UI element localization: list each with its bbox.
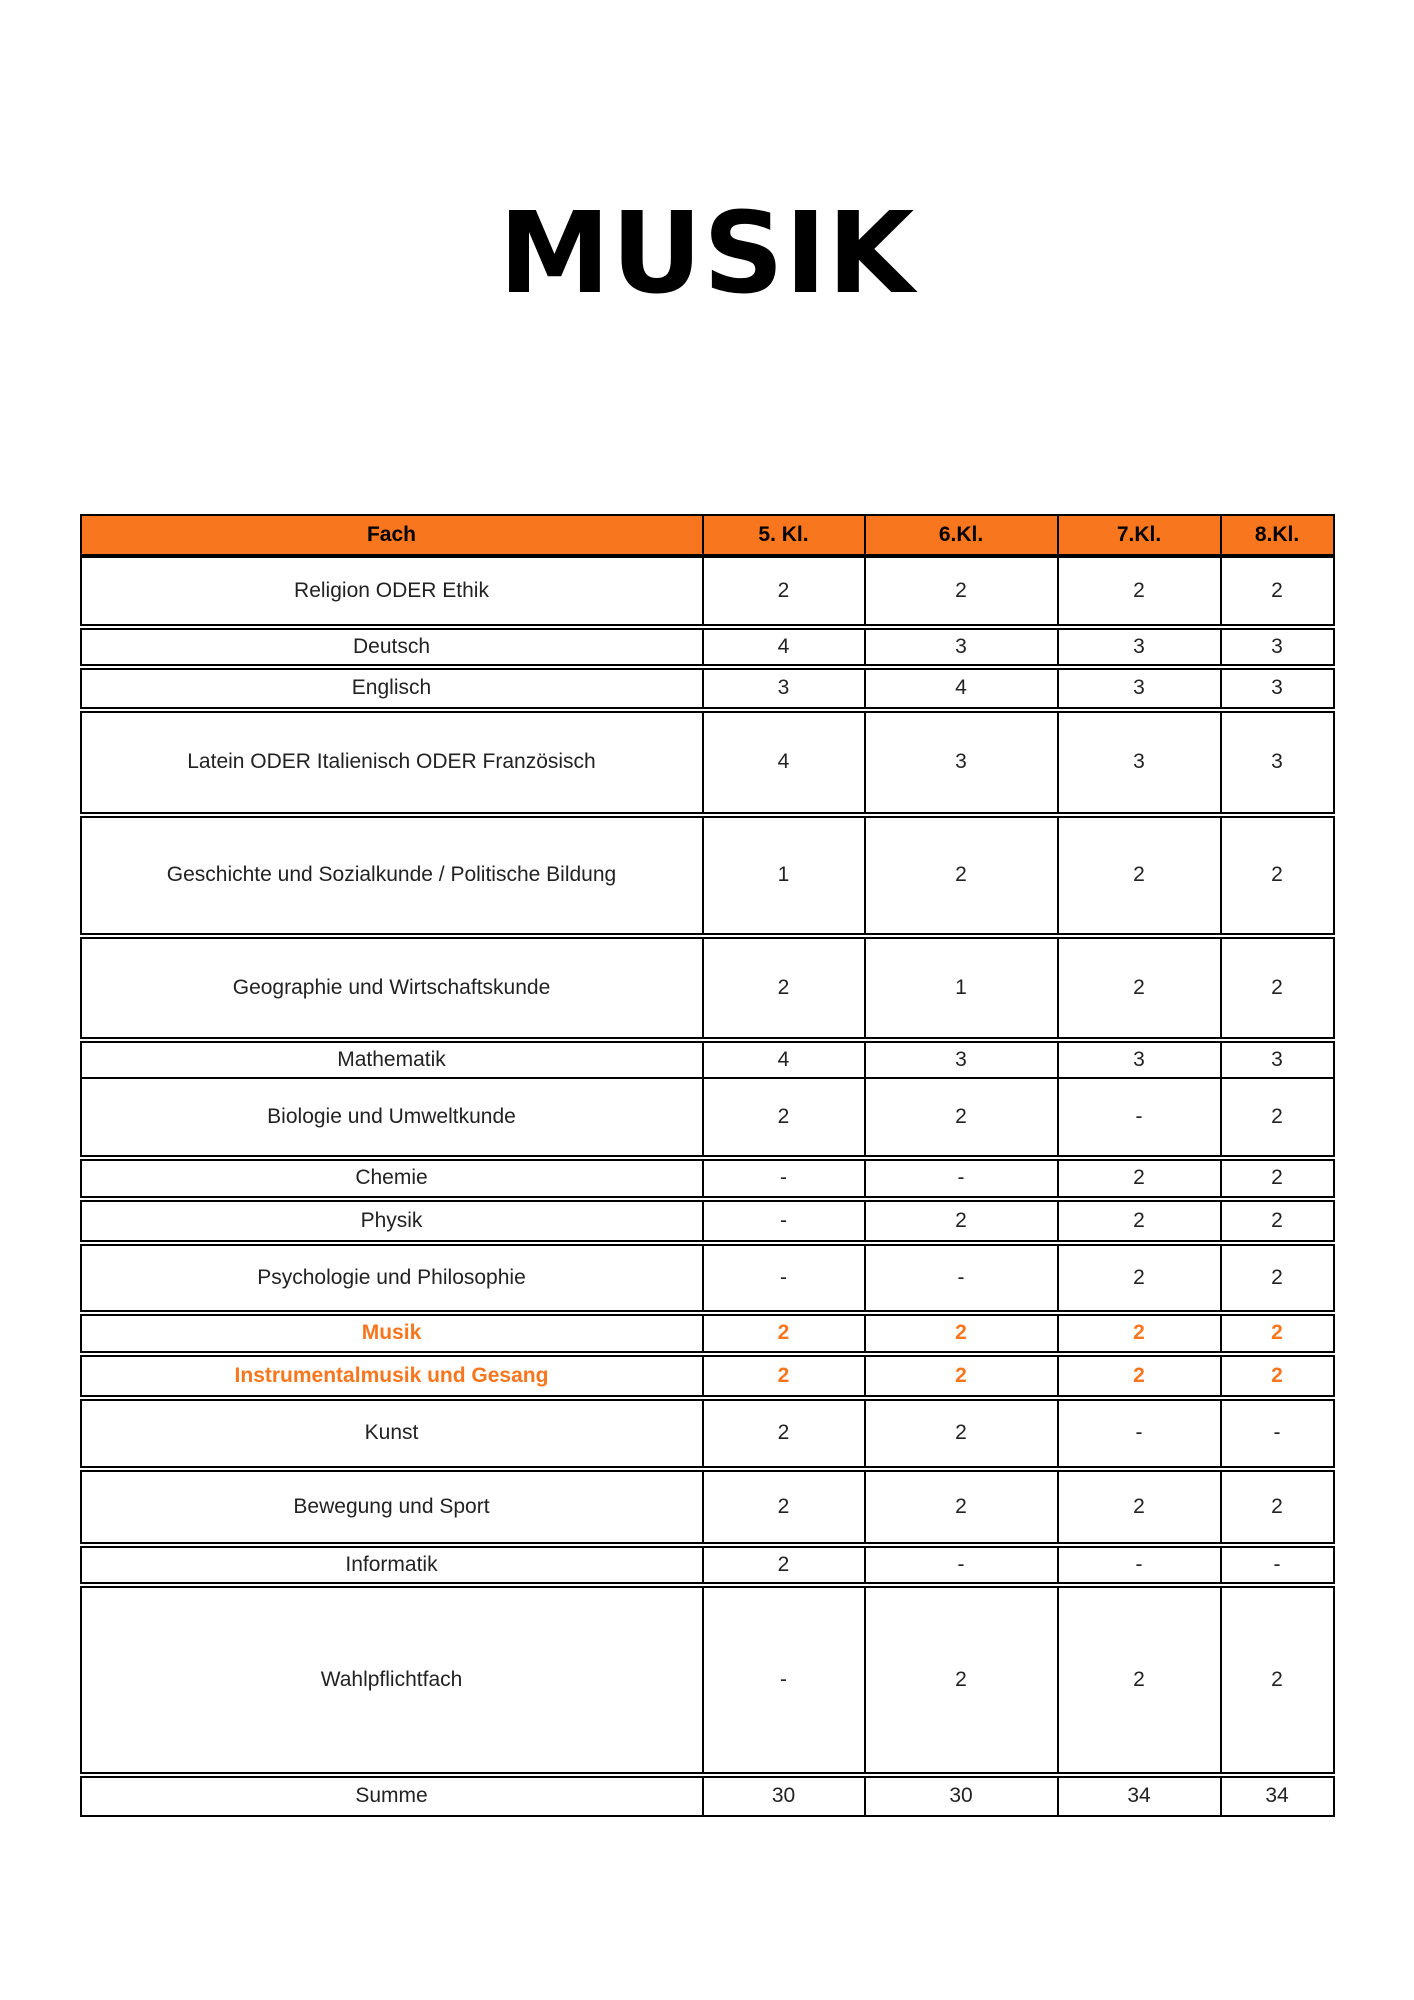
- value-cell-kl5: 4: [704, 1041, 866, 1079]
- subject-cell: Geographie und Wirtschaftskunde: [80, 937, 704, 1039]
- value-cell-kl5: 4: [704, 711, 866, 814]
- table-row: [80, 1470, 1335, 1544]
- value-cell-kl7: -: [1059, 1546, 1222, 1584]
- column-header-kl7: 7.Kl.: [1059, 514, 1222, 556]
- table-row: [80, 1355, 1335, 1397]
- table-row: [80, 1041, 1335, 1075]
- value-cell-kl5: 3: [704, 668, 866, 709]
- subject-cell: Geschichte und Sozialkunde / Politische Bildung: [80, 816, 704, 935]
- table-row: [80, 1776, 1335, 1817]
- value-cell-kl8: 2: [1222, 1314, 1335, 1353]
- subject-cell: Physik: [80, 1200, 704, 1242]
- subject-cell: Summe: [80, 1776, 704, 1817]
- value-cell-kl6: 2: [866, 1314, 1059, 1353]
- table-row: [80, 1077, 1335, 1157]
- value-cell-kl6: 1: [866, 937, 1059, 1039]
- value-cell-kl6: 2: [866, 1355, 1059, 1397]
- subject-cell: Mathematik: [80, 1041, 704, 1079]
- table-row: [80, 668, 1335, 709]
- curriculum-table: [80, 514, 1335, 1817]
- table-row: [80, 1314, 1335, 1353]
- value-cell-kl6: -: [866, 1546, 1059, 1584]
- table-row: [80, 1586, 1335, 1774]
- subject-cell: Religion ODER Ethik: [80, 556, 704, 626]
- value-cell-kl8: -: [1222, 1399, 1335, 1468]
- value-cell-kl5: 2: [704, 937, 866, 1039]
- table-row: [80, 937, 1335, 1039]
- value-cell-kl7: 2: [1059, 1200, 1222, 1242]
- table-row: [80, 816, 1335, 935]
- value-cell-kl8: 3: [1222, 628, 1335, 666]
- value-cell-kl7: -: [1059, 1077, 1222, 1157]
- value-cell-kl7: 2: [1059, 937, 1222, 1039]
- value-cell-kl8: 34: [1222, 1776, 1335, 1817]
- value-cell-kl8: 2: [1222, 1244, 1335, 1312]
- table-header-row: [80, 514, 1335, 556]
- value-cell-kl8: 2: [1222, 816, 1335, 935]
- page-title: MUSIK: [498, 189, 916, 319]
- value-cell-kl7: 2: [1059, 1244, 1222, 1312]
- column-header-kl6: 6.Kl.: [866, 514, 1059, 556]
- subject-cell: Kunst: [80, 1399, 704, 1468]
- value-cell-kl7: 2: [1059, 1470, 1222, 1544]
- value-cell-kl5: 2: [704, 556, 866, 626]
- subject-cell: Latein ODER Italienisch ODER Französisch: [80, 711, 704, 814]
- column-header-kl8: 8.Kl.: [1222, 514, 1335, 556]
- value-cell-kl7: 2: [1059, 1159, 1222, 1198]
- value-cell-kl7: 3: [1059, 668, 1222, 709]
- value-cell-kl8: 2: [1222, 1200, 1335, 1242]
- value-cell-kl7: 2: [1059, 1314, 1222, 1353]
- value-cell-kl5: 2: [704, 1399, 866, 1468]
- value-cell-kl7: 2: [1059, 556, 1222, 626]
- value-cell-kl8: 2: [1222, 937, 1335, 1039]
- value-cell-kl6: 2: [866, 1200, 1059, 1242]
- table-row: [80, 1399, 1335, 1468]
- subject-cell: Deutsch: [80, 628, 704, 666]
- value-cell-kl8: 3: [1222, 668, 1335, 709]
- value-cell-kl7: 34: [1059, 1776, 1222, 1817]
- value-cell-kl6: -: [866, 1244, 1059, 1312]
- value-cell-kl5: 2: [704, 1546, 866, 1584]
- value-cell-kl6: 2: [866, 556, 1059, 626]
- value-cell-kl5: 30: [704, 1776, 866, 1817]
- value-cell-kl6: 2: [866, 1470, 1059, 1544]
- value-cell-kl8: 2: [1222, 1470, 1335, 1544]
- value-cell-kl8: 2: [1222, 1355, 1335, 1397]
- column-header-kl5: 5. Kl.: [704, 514, 866, 556]
- value-cell-kl8: 2: [1222, 1077, 1335, 1157]
- subject-cell: Englisch: [80, 668, 704, 709]
- value-cell-kl6: 3: [866, 1041, 1059, 1079]
- value-cell-kl5: 1: [704, 816, 866, 935]
- value-cell-kl7: -: [1059, 1399, 1222, 1468]
- value-cell-kl5: -: [704, 1586, 866, 1774]
- value-cell-kl6: 30: [866, 1776, 1059, 1817]
- value-cell-kl7: 3: [1059, 1041, 1222, 1079]
- value-cell-kl8: 2: [1222, 1159, 1335, 1198]
- value-cell-kl8: 3: [1222, 1041, 1335, 1079]
- subject-cell: Instrumentalmusik und Gesang: [80, 1355, 704, 1397]
- subject-cell: Musik: [80, 1314, 704, 1353]
- subject-cell: Informatik: [80, 1546, 704, 1584]
- value-cell-kl6: 3: [866, 628, 1059, 666]
- value-cell-kl5: 2: [704, 1077, 866, 1157]
- value-cell-kl8: -: [1222, 1546, 1335, 1584]
- value-cell-kl6: -: [866, 1159, 1059, 1198]
- column-header-fach: Fach: [80, 514, 704, 556]
- value-cell-kl7: 2: [1059, 1586, 1222, 1774]
- table-row: [80, 711, 1335, 814]
- table-row: [80, 1200, 1335, 1242]
- value-cell-kl6: 2: [866, 1077, 1059, 1157]
- value-cell-kl5: -: [704, 1159, 866, 1198]
- value-cell-kl6: 2: [866, 1586, 1059, 1774]
- value-cell-kl7: 3: [1059, 711, 1222, 814]
- table-row: [80, 1159, 1335, 1198]
- value-cell-kl8: 2: [1222, 1586, 1335, 1774]
- subject-cell: Psychologie und Philosophie: [80, 1244, 704, 1312]
- subject-cell: Wahlpflichtfach: [80, 1586, 704, 1774]
- value-cell-kl7: 2: [1059, 1355, 1222, 1397]
- value-cell-kl7: 2: [1059, 816, 1222, 935]
- table-row: [80, 556, 1335, 626]
- table-body: [80, 556, 1335, 1817]
- value-cell-kl6: 2: [866, 1399, 1059, 1468]
- table-row: [80, 628, 1335, 666]
- table-row: [80, 1546, 1335, 1584]
- value-cell-kl6: 4: [866, 668, 1059, 709]
- table-row: [80, 1244, 1335, 1312]
- value-cell-kl8: 2: [1222, 556, 1335, 626]
- value-cell-kl5: -: [704, 1200, 866, 1242]
- value-cell-kl7: 3: [1059, 628, 1222, 666]
- value-cell-kl5: 2: [704, 1355, 866, 1397]
- value-cell-kl5: 2: [704, 1470, 866, 1544]
- subject-cell: Bewegung und Sport: [80, 1470, 704, 1544]
- subject-cell: Biologie und Umweltkunde: [80, 1077, 704, 1157]
- value-cell-kl8: 3: [1222, 711, 1335, 814]
- value-cell-kl5: 4: [704, 628, 866, 666]
- value-cell-kl6: 3: [866, 711, 1059, 814]
- value-cell-kl5: -: [704, 1244, 866, 1312]
- value-cell-kl5: 2: [704, 1314, 866, 1353]
- subject-cell: Chemie: [80, 1159, 704, 1198]
- value-cell-kl6: 2: [866, 816, 1059, 935]
